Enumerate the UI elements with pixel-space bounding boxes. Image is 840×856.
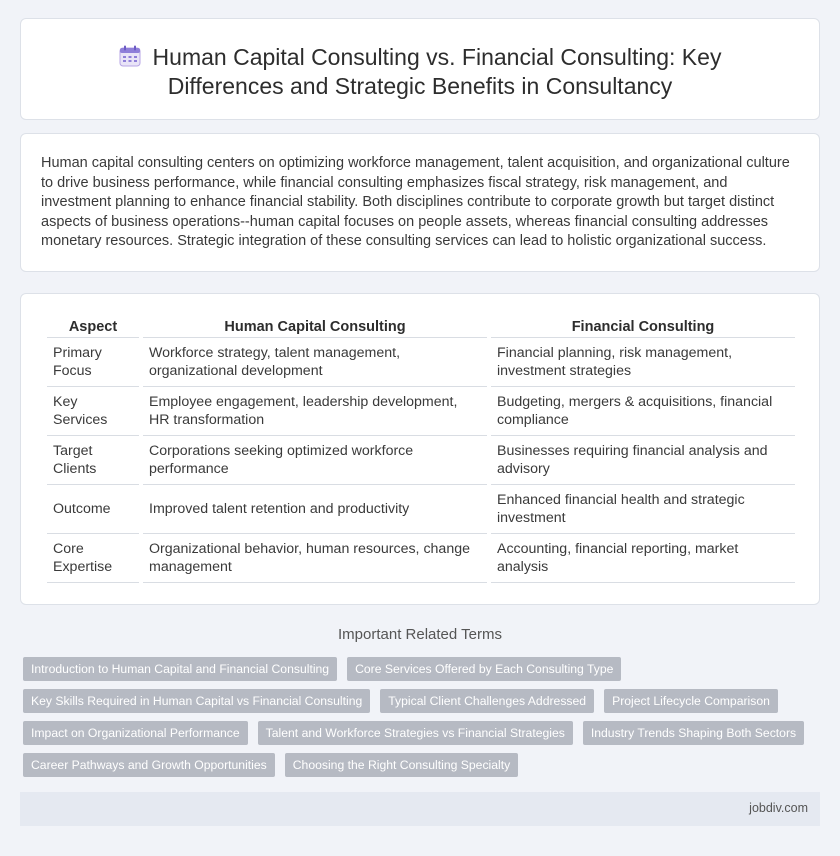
related-term-tag[interactable]: Typical Client Challenges Addressed xyxy=(380,689,594,713)
table-row xyxy=(47,387,795,436)
table-header-row xyxy=(47,314,795,338)
title-card xyxy=(20,18,820,120)
column-header-financial: Financial Consulting xyxy=(491,314,795,338)
table-cell-financial: Businesses requiring financial analysis and advisory xyxy=(491,436,795,485)
table-row xyxy=(47,534,795,583)
table-cell-aspect: Outcome xyxy=(47,485,139,534)
related-term-tag[interactable]: Industry Trends Shaping Both Sectors xyxy=(583,721,804,745)
related-term-tag[interactable]: Core Services Offered by Each Consulting Type xyxy=(347,657,621,681)
related-term-tag[interactable]: Key Skills Required in Human Capital vs Financial Consulting xyxy=(23,689,370,713)
table-cell-aspect: Primary Focus xyxy=(47,338,139,387)
page-title xyxy=(21,43,819,101)
related-term-tag[interactable]: Project Lifecycle Comparison xyxy=(604,689,778,713)
table-cell-human-capital: Employee engagement, leadership development, HR transformation xyxy=(143,387,487,436)
footer-site-link[interactable]: jobdiv.com xyxy=(749,801,808,815)
tag-row xyxy=(23,753,813,777)
related-term-tag[interactable]: Introduction to Human Capital and Financial Consulting xyxy=(23,657,337,681)
column-header-human-capital: Human Capital Consulting xyxy=(143,314,487,338)
tag-row xyxy=(23,657,813,681)
table-cell-financial: Financial planning, risk management, investment strategies xyxy=(491,338,795,387)
related-terms-heading: Important Related Terms xyxy=(338,626,502,643)
related-term-tag[interactable]: Impact on Organizational Performance xyxy=(23,721,248,745)
related-term-tag[interactable]: Career Pathways and Growth Opportunities xyxy=(23,753,275,777)
table-cell-financial: Enhanced financial health and strategic investment xyxy=(491,485,795,534)
table-cell-aspect: Target Clients xyxy=(47,436,139,485)
intro-card xyxy=(20,133,820,272)
table-cell-financial: Budgeting, mergers & acquisitions, financial compliance xyxy=(491,387,795,436)
table-row xyxy=(47,485,795,534)
page-title-text: Human Capital Consulting vs. Financial Consulting: Key Differences and Strategic Benefits in Consultancy xyxy=(152,44,722,99)
comparison-table-card xyxy=(20,293,820,605)
related-term-tag[interactable]: Talent and Workforce Strategies vs Financial Strategies xyxy=(258,721,573,745)
table-row xyxy=(47,338,795,387)
footer xyxy=(20,792,820,826)
comparison-table xyxy=(43,314,799,583)
table-cell-human-capital: Organizational behavior, human resources, change management xyxy=(143,534,487,583)
related-term-tag[interactable]: Choosing the Right Consulting Specialty xyxy=(285,753,518,777)
tag-row xyxy=(23,689,813,713)
tag-row xyxy=(23,721,813,745)
table-cell-human-capital: Workforce strategy, talent management, organizational development xyxy=(143,338,487,387)
table-cell-aspect: Key Services xyxy=(47,387,139,436)
intro-paragraph: Human capital consulting centers on optimizing workforce management, talent acquisition, and organizational culture to drive business performance, while financial consulting emphasizes fiscal strategy, risk management, and investment planning to enhance financial stability. Both disciplines contribute to corporate growth but target distinct aspects of business operations--human capital focuses on people assets, whereas financial consulting addresses monetary resources. Strategic integration of these consulting services can lead to holistic organizational success. xyxy=(41,155,790,250)
calendar-icon xyxy=(119,45,141,67)
related-terms-list xyxy=(23,657,813,785)
table-cell-financial: Accounting, financial reporting, market analysis xyxy=(491,534,795,583)
table-cell-human-capital: Improved talent retention and productivity xyxy=(143,485,487,534)
table-cell-human-capital: Corporations seeking optimized workforce performance xyxy=(143,436,487,485)
table-cell-aspect: Core Expertise xyxy=(47,534,139,583)
table-row xyxy=(47,436,795,485)
column-header-aspect: Aspect xyxy=(47,314,139,338)
